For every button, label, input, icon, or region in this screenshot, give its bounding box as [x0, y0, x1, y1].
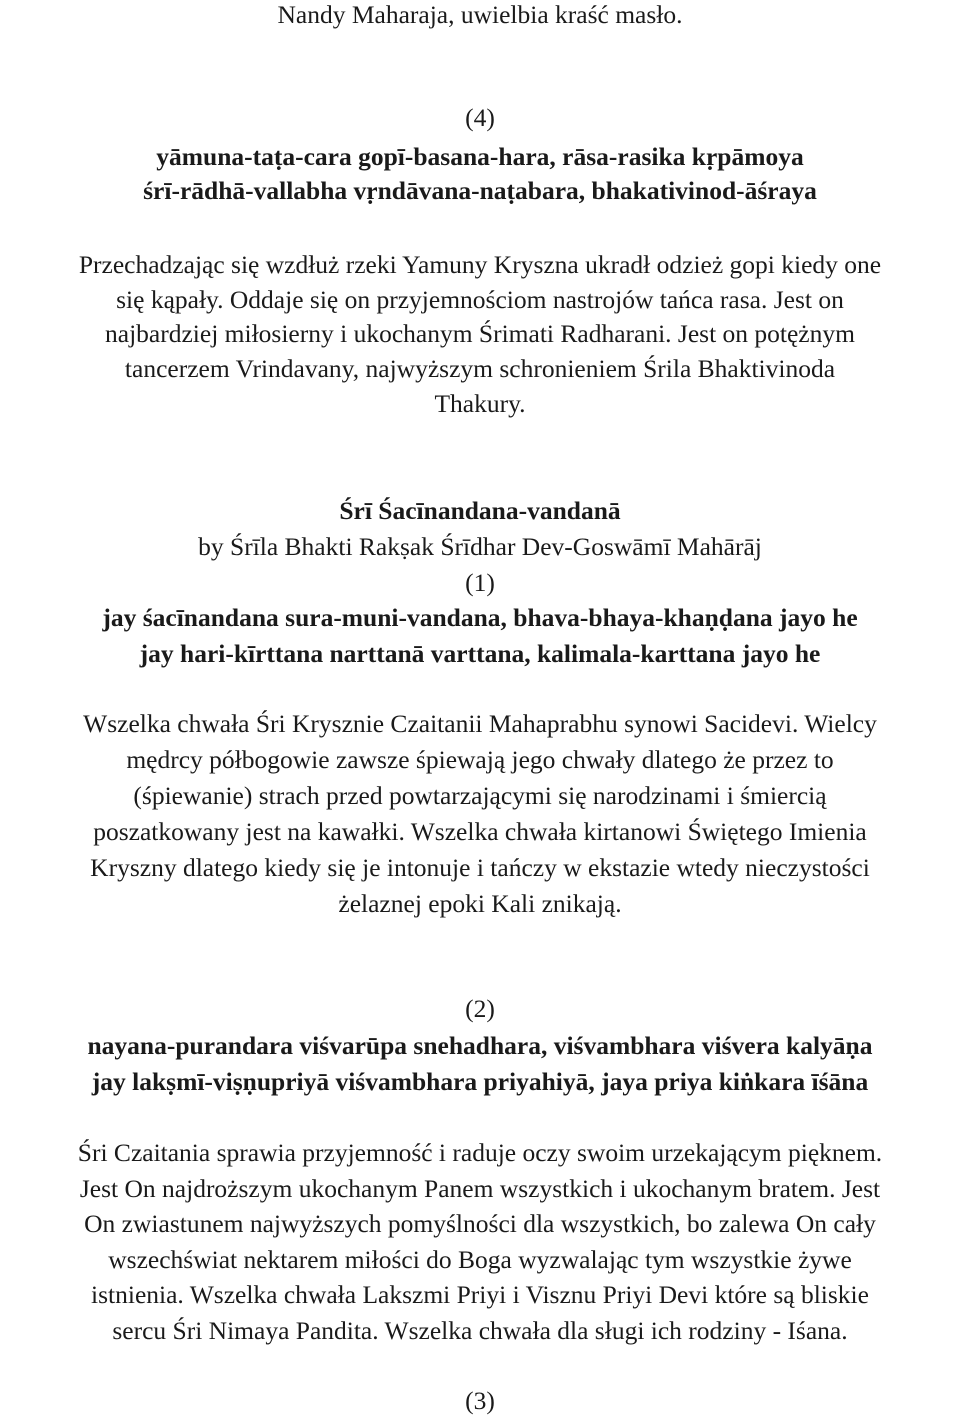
- translation-line: sercu Śri Nimaya Pandita. Wszelka chwała dla sługi ich rodziny - Iśana.: [112, 1316, 848, 1345]
- translation-line: Śri Czaitania sprawia przyjemność i raduje oczy swoim urzekającym pięknem.: [77, 1138, 883, 1167]
- translation-line: Jest On najdroższym ukochanym Panem wszystkich i ukochanym bratem. Jest: [79, 1174, 881, 1203]
- translation-line: tancerzem Vrindavany, najwyższym schronieniem Śrila Bhaktivinoda: [124, 354, 836, 383]
- translation-line: Przechadzając się wzdłuż rzeki Yamuny Kryszna ukradł odzież gopi kiedy one: [78, 250, 882, 279]
- verse-transliteration-line: jay śacīnandana sura-muni-vandana, bhava-bhaya-khaṇḍana jayo he: [102, 603, 858, 632]
- translation-line: (śpiewanie) strach przed powtarzającymi się narodzinami i śmiercią: [133, 781, 827, 810]
- verse-transliteration-line: jay hari-kīrttana narttanā varttana, kalimala-karttana jayo he: [139, 639, 821, 668]
- verse-number: (4): [465, 103, 495, 132]
- verse-number: (3): [465, 1386, 495, 1415]
- verse-number: (2): [465, 994, 495, 1023]
- translation-line: Kryszny dlatego kiedy się je intonuje i tańczy w ekstazie wtedy nieczystości: [90, 853, 870, 882]
- verse-number: (1): [465, 568, 495, 597]
- song-title: Śrī Śacīnandana-vandanā: [339, 496, 621, 525]
- translation-line: wszechświat nektarem miłości do Boga wyzwalając tym wszystkie żywe: [108, 1245, 852, 1274]
- verse-transliteration-line: yāmuna-taṭa-cara gopī-basana-hara, rāsa-rasika kṛpāmoya: [156, 142, 804, 171]
- translation-line: poszatkowany jest na kawałki. Wszelka chwała kirtanowi Świętego Imienia: [93, 817, 867, 846]
- song-author: by Śrīla Bhakti Rakṣak Śrīdhar Dev-Goswāmī Mahārāj: [198, 532, 762, 561]
- translation-line: się kąpały. Oddaje się on przyjemnościom nastrojów tańca rasa. Jest on: [116, 285, 844, 314]
- translation-line: Thakury.: [434, 389, 526, 418]
- text-line: Nandy Maharaja, uwielbia kraść masło.: [277, 0, 683, 29]
- translation-line: mędrcy półbogowie zawsze śpiewają jego chwały dlatego że przez to: [126, 745, 834, 774]
- verse-transliteration-line: śrī-rādhā-vallabha vṛndāvana-naṭabara, bhakativinod-āśraya: [143, 176, 817, 205]
- translation-line: On zwiastunem najwyższych pomyślności dla wszystkich, bo zalewa On cały: [84, 1209, 876, 1238]
- translation-line: żelaznej epoki Kali znikają.: [338, 889, 622, 918]
- translation-line: istnienia. Wszelka chwała Lakszmi Priyi i Visznu Priyi Devi które są bliskie: [91, 1280, 869, 1309]
- verse-transliteration-line: nayana-purandara viśvarūpa snehadhara, viśvambhara viśvera kalyāṇa: [87, 1031, 873, 1060]
- translation-line: najbardziej miłosierny i ukochanym Śrimati Radharani. Jest on potężnym: [105, 319, 855, 348]
- translation-line: Wszelka chwała Śri Krysznie Czaitanii Mahaprabhu synowi Sacidevi. Wielcy: [83, 709, 877, 738]
- verse-transliteration-line: jay lakṣmī-viṣṇupriyā viśvambhara priyahiyā, jaya priya kiṅkara īśāna: [91, 1067, 869, 1096]
